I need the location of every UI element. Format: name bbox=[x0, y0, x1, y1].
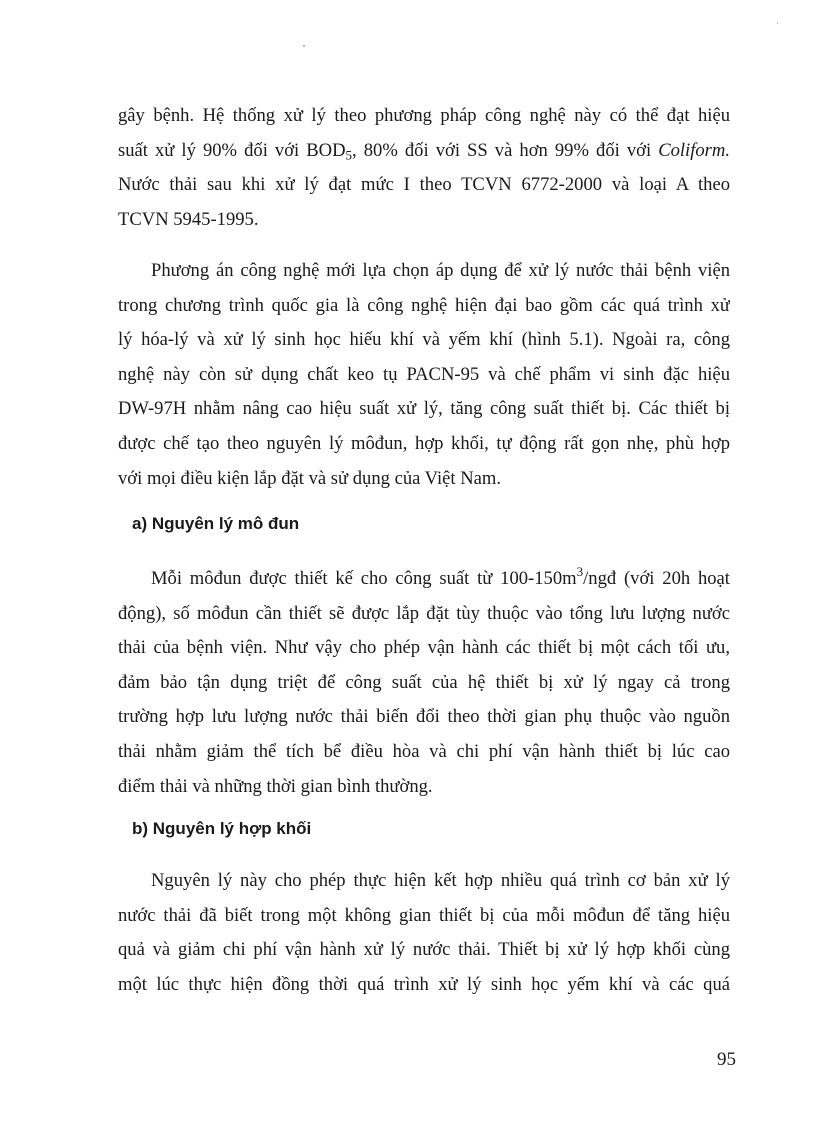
text-line: TCVN 5945-1995. bbox=[118, 208, 259, 230]
section-heading-a: a) Nguyên lý mô đun bbox=[132, 514, 300, 533]
text-line: động), số môđun cần thiết sẽ được lắp đặt tùy thuộc vào tổng lưu lượng nước bbox=[118, 602, 730, 624]
text-line: nghệ này còn sử dụng chất keo tụ PACN-95 và chế phẩm vi sinh đặc hiệu bbox=[118, 363, 730, 385]
scan-speck bbox=[303, 45, 305, 47]
text-line: với mọi điều kiện lắp đặt và sử dụng của Việt Nam. bbox=[118, 467, 502, 489]
text-span: /ngđ (với 20h hoạt bbox=[583, 568, 730, 589]
page-number: 95 bbox=[717, 1049, 736, 1070]
text-span: suất xử lý 90% đối với BOD bbox=[118, 139, 346, 161]
text-line: đảm bảo tận dụng triệt để công suất của hệ thiết bị xử lý ngay cả trong bbox=[118, 671, 730, 693]
text-line: điểm thải và những thời gian bình thường. bbox=[118, 775, 433, 797]
text-span: , 80% đối với SS và hơn 99% đối với bbox=[352, 139, 659, 161]
text-line: gây bệnh. Hệ thống xử lý theo phương pháp công nghệ này có thể đạt hiệu bbox=[118, 105, 730, 126]
text-line: trường hợp lưu lượng nước thải biến đổi theo thời gian phụ thuộc vào nguồn bbox=[118, 706, 730, 728]
paragraph bbox=[118, 254, 730, 496]
italic-term: Coliform. bbox=[658, 139, 730, 161]
section-heading-b: b) Nguyên lý hợp khối bbox=[132, 819, 312, 838]
text-line bbox=[118, 134, 730, 169]
text-line: thải của bệnh viện. Như vậy cho phép vận hành các thiết bị một cách tối ưu, bbox=[118, 637, 730, 659]
paragraph bbox=[118, 562, 730, 804]
paragraph bbox=[118, 864, 730, 1002]
scan-speck bbox=[777, 22, 778, 24]
text-line: Nước thải sau khi xử lý đạt mức I theo TCVN 6772-2000 và loại A theo bbox=[118, 174, 730, 196]
text-line: nước thải đã biết trong một không gian thiết bị của mỗi môđun để tăng hiệu bbox=[118, 904, 730, 926]
text-line: trong chương trình quốc gia là công nghệ hiện đại bao gồm các quá trình xử bbox=[118, 294, 730, 316]
text-line: thải nhằm giảm thể tích bể điều hòa và chi phí vận hành thiết bị lúc cao bbox=[118, 740, 730, 762]
text-line: DW-97H nhằm nâng cao hiệu suất xử lý, tăng công suất thiết bị. Các thiết bị bbox=[118, 398, 730, 420]
text-span: Mỗi môđun được thiết kế cho công suất từ 100-150m bbox=[151, 568, 577, 589]
text-line: lý hóa-lý và xử lý sinh học hiếu khí và yếm khí (hình 5.1). Ngoài ra, công bbox=[118, 329, 730, 351]
text-line: Phương án công nghệ mới lựa chọn áp dụng để xử lý nước thải bệnh viện bbox=[151, 260, 730, 281]
text-line: được chế tạo theo nguyên lý môđun, hợp khối, tự động rất gọn nhẹ, phù hợp bbox=[118, 432, 730, 454]
text-line: một lúc thực hiện đồng thời quá trình xử lý sinh học yếm khí và các quá bbox=[118, 973, 730, 995]
superscript: 3 bbox=[576, 564, 584, 580]
text-line: quả và giảm chi phí vận hành xử lý nước thải. Thiết bị xử lý hợp khối cùng bbox=[118, 939, 730, 961]
paragraph-continuation bbox=[118, 99, 730, 237]
subscript: 5 bbox=[345, 146, 353, 162]
text-line bbox=[118, 562, 730, 597]
text-line: Nguyên lý này cho phép thực hiện kết hợp nhiều quá trình cơ bản xử lý bbox=[151, 870, 730, 891]
